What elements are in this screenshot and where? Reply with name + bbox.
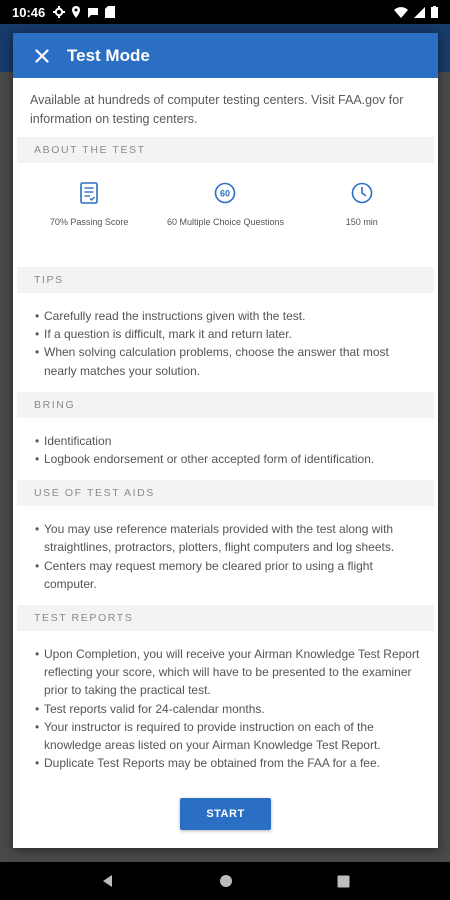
back-triangle-icon <box>101 874 115 888</box>
recents-square-icon <box>337 875 350 888</box>
close-icon <box>35 49 49 63</box>
clock-icon <box>351 181 373 205</box>
list-item: • If a question is difficult, mark it and return later. <box>35 325 424 343</box>
location-icon <box>71 6 81 18</box>
list-item: • Logbook endorsement or other accepted form of identification. <box>35 450 424 468</box>
navigation-bar <box>0 862 450 900</box>
start-button-wrap <box>13 784 438 830</box>
intro-text: Available at hundreds of computer testing centers. Visit FAA.gov for information on testing centers. <box>30 93 404 126</box>
about-item-label: 150 min <box>345 217 378 227</box>
list-item: • Identification <box>35 432 424 450</box>
about-item-passing-score <box>29 181 149 259</box>
chat-icon <box>87 7 99 18</box>
about-item-duration <box>302 181 422 259</box>
list-item: • Upon Completion, you will receive your Airman Knowledge Test Report reflecting your score, which will have to be presented to the examiner prior to taking the practical test. <box>35 645 424 700</box>
list-item: • Duplicate Test Reports may be obtained from the FAA for a fee. <box>35 754 424 772</box>
section-header-bring: BRING <box>17 392 434 418</box>
back-button[interactable] <box>101 874 115 888</box>
signal-icon <box>414 7 425 18</box>
test-aids-list <box>13 506 438 605</box>
list-item: • When solving calculation problems, choose the answer that most nearly matches your solution. <box>35 343 424 379</box>
battery-icon <box>431 6 438 18</box>
score-sheet-icon <box>80 181 98 205</box>
about-test-row <box>13 163 438 267</box>
test-reports-list <box>13 631 438 784</box>
start-button[interactable]: START <box>180 798 271 830</box>
status-bar <box>0 0 450 24</box>
questions-icon-text: 60 <box>220 188 231 199</box>
sd-card-icon <box>105 6 115 18</box>
status-time: 10:46 <box>12 4 46 20</box>
test-mode-dialog <box>13 33 438 848</box>
list-item: • Carefully read the instructions given with the test. <box>35 307 424 325</box>
about-item-label: 70% Passing Score <box>49 217 129 227</box>
questions-60-icon <box>214 181 236 205</box>
section-header-test-reports: TEST REPORTS <box>17 605 434 631</box>
list-item: • Your instructor is required to provide instruction on each of the knowledge areas listed on your Airman Knowledge Test Report. <box>35 718 424 754</box>
dialog-header <box>13 33 438 78</box>
about-item-questions <box>165 181 285 259</box>
wifi-icon <box>394 7 408 18</box>
list-item: • Test reports valid for 24-calendar months. <box>35 700 424 718</box>
home-button[interactable] <box>219 874 233 888</box>
tips-list <box>13 293 438 392</box>
recents-button[interactable] <box>337 875 350 888</box>
section-header-about: ABOUT THE TEST <box>17 137 434 163</box>
list-item: • You may use reference materials provided with the test along with straightlines, protractors, plotters, flight computers and log sheets. <box>35 520 424 556</box>
close-button[interactable] <box>29 43 55 69</box>
section-header-test-aids: USE OF TEST AIDS <box>17 480 434 506</box>
dialog-title: Test Mode <box>67 45 150 65</box>
bring-list <box>13 418 438 480</box>
about-item-label: 60 Multiple Choice Questions <box>166 217 285 227</box>
home-circle-icon <box>219 874 233 888</box>
list-item: • Centers may request memory be cleared prior to using a flight computer. <box>35 557 424 593</box>
dialog-body[interactable] <box>13 78 438 830</box>
gear-icon <box>53 6 65 18</box>
section-header-tips: TIPS <box>17 267 434 293</box>
